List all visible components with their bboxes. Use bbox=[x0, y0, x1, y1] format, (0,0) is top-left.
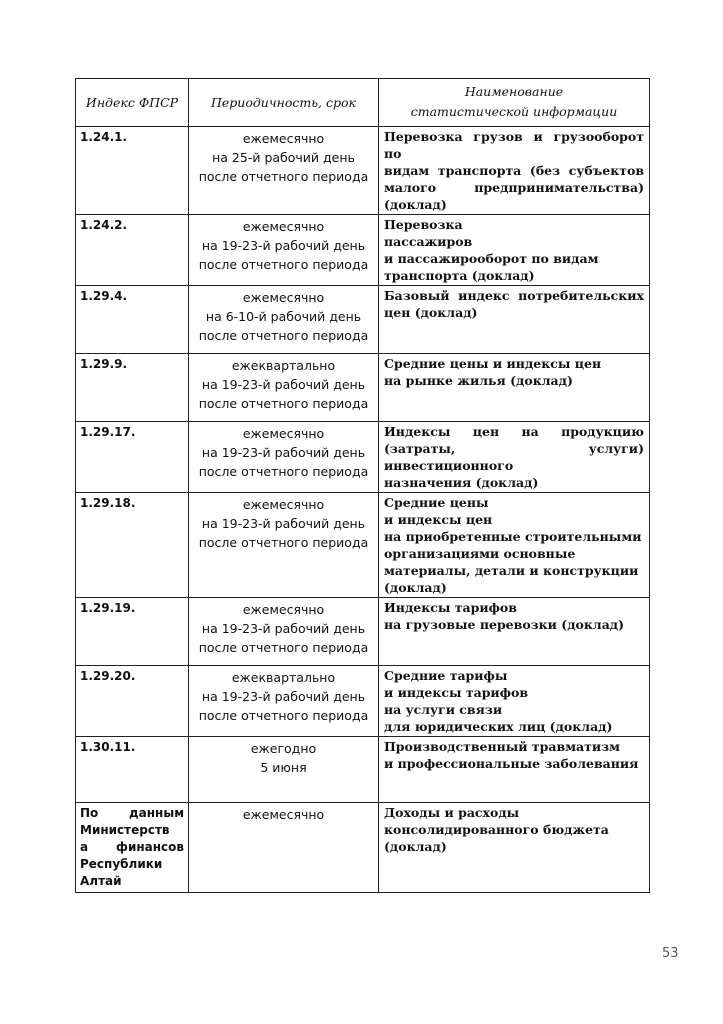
desc-line: Средние цены и индексы цен bbox=[384, 356, 602, 371]
row-index: 1.29.20. bbox=[76, 666, 189, 737]
index-line: а финансов bbox=[80, 840, 184, 854]
period-deadline: на 19-23-й рабочий день bbox=[201, 238, 366, 253]
desc-line: назначения (доклад) bbox=[384, 475, 539, 490]
index-line: Министерств bbox=[80, 823, 170, 837]
desc-line: Перевозка грузов и грузооборот по bbox=[384, 129, 644, 161]
desc-line: и профессиональные заболевания bbox=[384, 756, 639, 771]
desc-line: для юридических лиц (доклад) bbox=[384, 719, 613, 734]
desc-line: (доклад) bbox=[384, 839, 447, 854]
row-description bbox=[379, 598, 650, 666]
table-row bbox=[76, 803, 650, 893]
row-index: 1.29.4. bbox=[76, 286, 189, 354]
period-note: после отчетного периода bbox=[198, 396, 369, 411]
desc-line: пассажиров bbox=[384, 234, 473, 249]
row-description bbox=[379, 666, 650, 737]
period-note: после отчетного периода bbox=[198, 328, 369, 343]
desc-line: (доклад) bbox=[384, 197, 447, 212]
row-description bbox=[379, 286, 650, 354]
period-frequency: ежемесячно bbox=[242, 497, 325, 512]
period-deadline: на 19-23-й рабочий день bbox=[201, 377, 366, 392]
row-description bbox=[379, 422, 650, 493]
period-frequency: ежемесячно bbox=[242, 426, 325, 441]
period-frequency: ежемесячно bbox=[242, 602, 325, 617]
desc-line: на рынке жилья (доклад) bbox=[384, 373, 573, 388]
header-name-line2: статистической информации bbox=[410, 104, 618, 119]
row-description bbox=[379, 127, 650, 215]
desc-line: консолидированного бюджета bbox=[384, 822, 609, 837]
period-note: после отчетного периода bbox=[198, 257, 369, 272]
row-period bbox=[189, 422, 379, 493]
desc-line: Производственный травматизм bbox=[384, 739, 621, 754]
period-frequency: ежемесячно bbox=[242, 219, 325, 234]
desc-line: Средние цены bbox=[384, 495, 489, 510]
header-name bbox=[379, 79, 650, 127]
index-line: Алтай bbox=[80, 874, 122, 888]
desc-line: и индексы тарифов bbox=[384, 685, 529, 700]
period-note: после отчетного периода bbox=[198, 708, 369, 723]
table-row bbox=[76, 422, 650, 493]
row-index: 1.29.9. bbox=[76, 354, 189, 422]
desc-line: цен (доклад) bbox=[384, 305, 478, 320]
desc-line: Перевозка bbox=[384, 217, 463, 232]
period-deadline: на 19-23-й рабочий день bbox=[201, 445, 366, 460]
row-index: 1.29.19. bbox=[76, 598, 189, 666]
table-header-row bbox=[76, 79, 650, 127]
period-frequency: ежегодно bbox=[250, 741, 317, 756]
header-name-line1: Наименование bbox=[464, 84, 564, 99]
table-row bbox=[76, 215, 650, 286]
row-period bbox=[189, 666, 379, 737]
period-deadline: на 19-23-й рабочий день bbox=[201, 689, 366, 704]
row-index: 1.29.18. bbox=[76, 493, 189, 598]
table-row bbox=[76, 666, 650, 737]
statistics-table bbox=[75, 78, 650, 893]
row-index: 1.29.17. bbox=[76, 422, 189, 493]
period-frequency: ежеквартально bbox=[231, 670, 336, 685]
desc-line: транспорта (доклад) bbox=[384, 268, 535, 283]
row-period bbox=[189, 493, 379, 598]
row-index: 1.30.11. bbox=[76, 737, 189, 803]
row-index: 1.24.1. bbox=[76, 127, 189, 215]
row-period bbox=[189, 598, 379, 666]
desc-line: Индексы тарифов bbox=[384, 600, 517, 615]
desc-line: Средние тарифы bbox=[384, 668, 508, 683]
row-period bbox=[189, 127, 379, 215]
desc-line: материалы, детали и конструкции bbox=[384, 563, 639, 578]
row-period bbox=[189, 354, 379, 422]
row-index bbox=[76, 803, 189, 893]
period-frequency: ежемесячно bbox=[242, 131, 325, 146]
row-description bbox=[379, 493, 650, 598]
period-deadline: на 19-23-й рабочий день bbox=[201, 621, 366, 636]
period-deadline: на 6-10-й рабочий день bbox=[205, 309, 362, 324]
table-row bbox=[76, 598, 650, 666]
row-description bbox=[379, 737, 650, 803]
desc-line: и пассажирооборот по видам bbox=[384, 251, 599, 266]
desc-line: малого предпринимательства) bbox=[384, 180, 644, 195]
table-row bbox=[76, 493, 650, 598]
period-frequency: ежемесячно bbox=[242, 807, 325, 822]
desc-line: организациями основные bbox=[384, 546, 576, 561]
table-row bbox=[76, 127, 650, 215]
desc-line: Индексы цен на продукцию bbox=[384, 424, 644, 439]
desc-line: и индексы цен bbox=[384, 512, 493, 527]
period-frequency: ежеквартально bbox=[231, 358, 336, 373]
table-row bbox=[76, 737, 650, 803]
row-index: 1.24.2. bbox=[76, 215, 189, 286]
period-frequency: ежемесячно bbox=[242, 290, 325, 305]
desc-line: на приобретенные строительными bbox=[384, 529, 642, 544]
desc-line: Базовый индекс потребительских bbox=[384, 288, 644, 303]
period-note: после отчетного периода bbox=[198, 640, 369, 655]
index-line: Республики bbox=[80, 857, 163, 871]
desc-line: (затраты, услуги) инвестиционного bbox=[384, 441, 644, 473]
header-index: Индекс ФПСР bbox=[76, 79, 189, 127]
index-line: По данным bbox=[80, 806, 184, 820]
row-period bbox=[189, 803, 379, 893]
period-deadline: на 25-й рабочий день bbox=[212, 150, 355, 165]
desc-line: Доходы и расходы bbox=[384, 805, 520, 820]
page-number: 53 bbox=[662, 946, 679, 961]
row-description bbox=[379, 354, 650, 422]
desc-line: (доклад) bbox=[384, 580, 447, 595]
row-period bbox=[189, 286, 379, 354]
period-deadline: 5 июня bbox=[260, 760, 307, 775]
desc-line: на услуги связи bbox=[384, 702, 503, 717]
row-description bbox=[379, 803, 650, 893]
row-period bbox=[189, 215, 379, 286]
table-row bbox=[76, 354, 650, 422]
row-description bbox=[379, 215, 650, 286]
row-period bbox=[189, 737, 379, 803]
period-note: после отчетного периода bbox=[198, 464, 369, 479]
table-row bbox=[76, 286, 650, 354]
period-deadline: на 19-23-й рабочий день bbox=[201, 516, 366, 531]
header-periodicity: Периодичность, срок bbox=[189, 79, 379, 127]
desc-line: на грузовые перевозки (доклад) bbox=[384, 617, 625, 632]
desc-line: видам транспорта (без субъектов bbox=[384, 163, 644, 178]
period-note: после отчетного периода bbox=[198, 535, 369, 550]
period-note: после отчетного периода bbox=[198, 169, 369, 184]
